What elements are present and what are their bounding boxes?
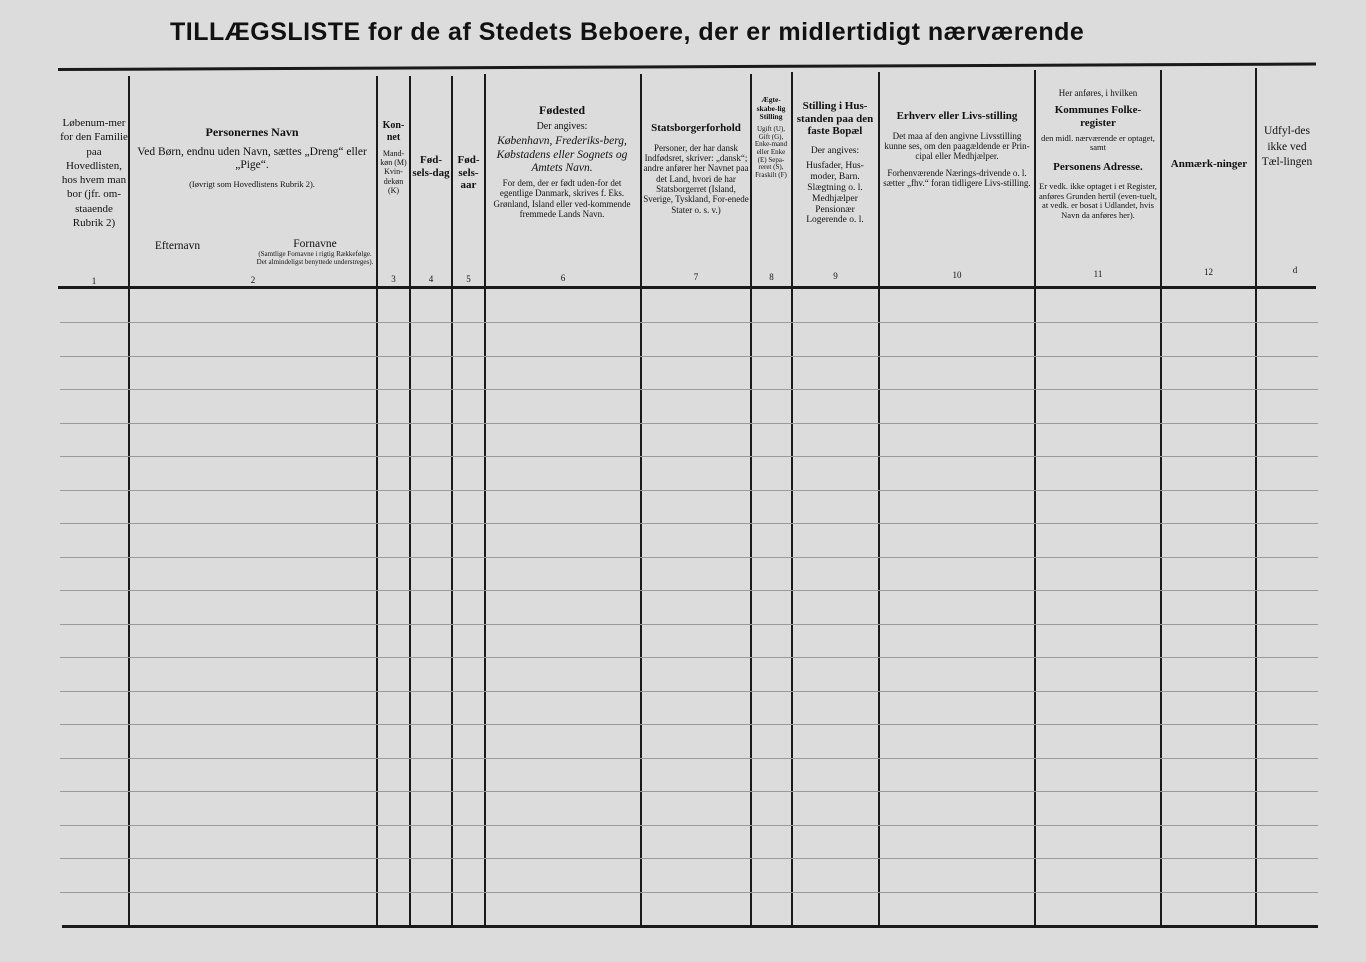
bottom-rule bbox=[62, 925, 1318, 928]
row-rule bbox=[60, 490, 1318, 491]
col10-heading: Erhverv eller Livs-stilling Det maa af den angivne Livsstilling kunne ses, om den paagældende er Prin-cipal eller Medhjælper. Forhenværende Nærings-drivende o. l. sætter „fhv.“ foran tidligere Livs-stilling. bbox=[883, 110, 1031, 189]
row-rule bbox=[60, 389, 1318, 390]
col3-heading: Kon-net Mand-køn (M) Kvin-dekøn (K) bbox=[380, 120, 407, 195]
row-rule bbox=[60, 557, 1318, 558]
col6-heading: Fødested Der angives: København, Frederiks-berg, Købstadens eller Sognets og Amtets Navn. For dem, der er født uden-for det egentlige Danmark, skrives f. Eks. Grønland, Island eller ved-kommende fremmede Lands Navn. bbox=[493, 104, 631, 219]
col4-heading: Fød-sels-dag bbox=[412, 154, 450, 179]
row-rule bbox=[60, 825, 1318, 826]
col1-heading: Løbenum-mer for den Familie paa Hovedlisten, hos hvem man bor (jfr. om-staaende Rubrik 2) bbox=[60, 117, 128, 230]
colnum-5: 5 bbox=[466, 274, 471, 284]
row-rule bbox=[60, 590, 1318, 591]
col-sep-6 bbox=[640, 74, 642, 928]
row-rule bbox=[60, 624, 1318, 625]
row-rule bbox=[60, 758, 1318, 759]
colnum-3: 3 bbox=[391, 274, 396, 284]
col-sep-4 bbox=[451, 76, 453, 928]
row-rule bbox=[60, 456, 1318, 457]
col2-sub-lastname: Efternavn bbox=[154, 240, 201, 252]
colnum-10: 10 bbox=[952, 270, 962, 280]
col-sep-11 bbox=[1160, 70, 1162, 928]
col-sep-8 bbox=[791, 72, 793, 928]
col5-heading: Fød-sels-aar bbox=[457, 154, 480, 192]
colnum-4: 4 bbox=[428, 274, 434, 284]
row-rule bbox=[60, 523, 1318, 524]
row-rule bbox=[60, 892, 1318, 893]
col-sep-9 bbox=[878, 72, 880, 928]
col-sep-12 bbox=[1255, 68, 1257, 928]
col9-heading: Stilling i Hus-standen paa den faste Bopæl Der angives: Husfader, Hus-moder, Barn. Slægtning o. l. Medhjælper Pensionær Logerende o. l. bbox=[796, 100, 874, 226]
row-rule bbox=[60, 858, 1318, 859]
col-sep-1 bbox=[128, 76, 130, 928]
colnum-1: 1 bbox=[91, 276, 97, 286]
col-sep-10 bbox=[1034, 70, 1036, 928]
col-sep-2 bbox=[376, 76, 378, 928]
row-rule bbox=[60, 791, 1318, 792]
col-sep-5 bbox=[484, 74, 486, 928]
col13-heading: Udfyl-des ikke ved Tæl-lingen bbox=[1261, 125, 1313, 169]
row-rule bbox=[60, 322, 1318, 323]
colnum-d: d bbox=[1292, 265, 1298, 275]
col2-heading: Personernes Navn Ved Børn, endnu uden Navn, sættes „Dreng“ eller „Pige“. (Iøvrigt som Hovedlistens Rubrik 2). bbox=[137, 126, 367, 190]
form-title: TILLÆGSLISTE for de af Stedets Beboere, der er midlertidigt nærværende bbox=[170, 18, 1085, 46]
colnum-2: 2 bbox=[250, 275, 256, 285]
col2-sub-firstnames: Fornavne (Samtlige Fornavne i rigtig Rækkefølge. Det almindeligst benyttede understreges). bbox=[256, 238, 374, 266]
header-bottom-rule bbox=[58, 286, 1316, 289]
colnum-11: 11 bbox=[1093, 269, 1103, 279]
colnum-12: 12 bbox=[1204, 267, 1213, 277]
col12-heading: Anmærk-ninger bbox=[1170, 158, 1248, 170]
col-sep-3 bbox=[409, 76, 411, 928]
row-rule bbox=[60, 356, 1318, 357]
col7-heading: Statsborgerforhold Personer, der har dansk Indfødsret, skriver: „dansk“; andre anfører her Navnet paa det Land, hvori de har Statsborgerret (Island, Sverige, Tyskland, For-enede Stater o. s. v.) bbox=[643, 122, 749, 215]
top-rule bbox=[58, 63, 1316, 71]
row-rule bbox=[60, 657, 1318, 658]
colnum-9: 9 bbox=[833, 271, 838, 281]
colnum-7: 7 bbox=[693, 272, 699, 282]
col8-heading: Ægte-skabe-lig Stilling Ugift (U), Gift (G), Enke-mand eller Enke (E) Sepa-reret (S), Fraskilt (F) bbox=[754, 96, 788, 179]
col-sep-7 bbox=[750, 74, 752, 928]
colnum-8: 8 bbox=[769, 272, 774, 282]
row-rule bbox=[60, 691, 1318, 692]
colnum-6: 6 bbox=[560, 273, 566, 283]
row-rule bbox=[60, 423, 1318, 424]
col11-heading: Her anføres, i hvilken Kommunes Folke-register den midl. nærværende er optaget, samt Personens Adresse. Er vedk. ikke optaget i et Register, anføres Grunden hertil (even-tuelt, at vedk. er bosat i Udlandet, hvis Navn da anføres her). bbox=[1038, 88, 1157, 221]
row-rule bbox=[60, 724, 1318, 725]
